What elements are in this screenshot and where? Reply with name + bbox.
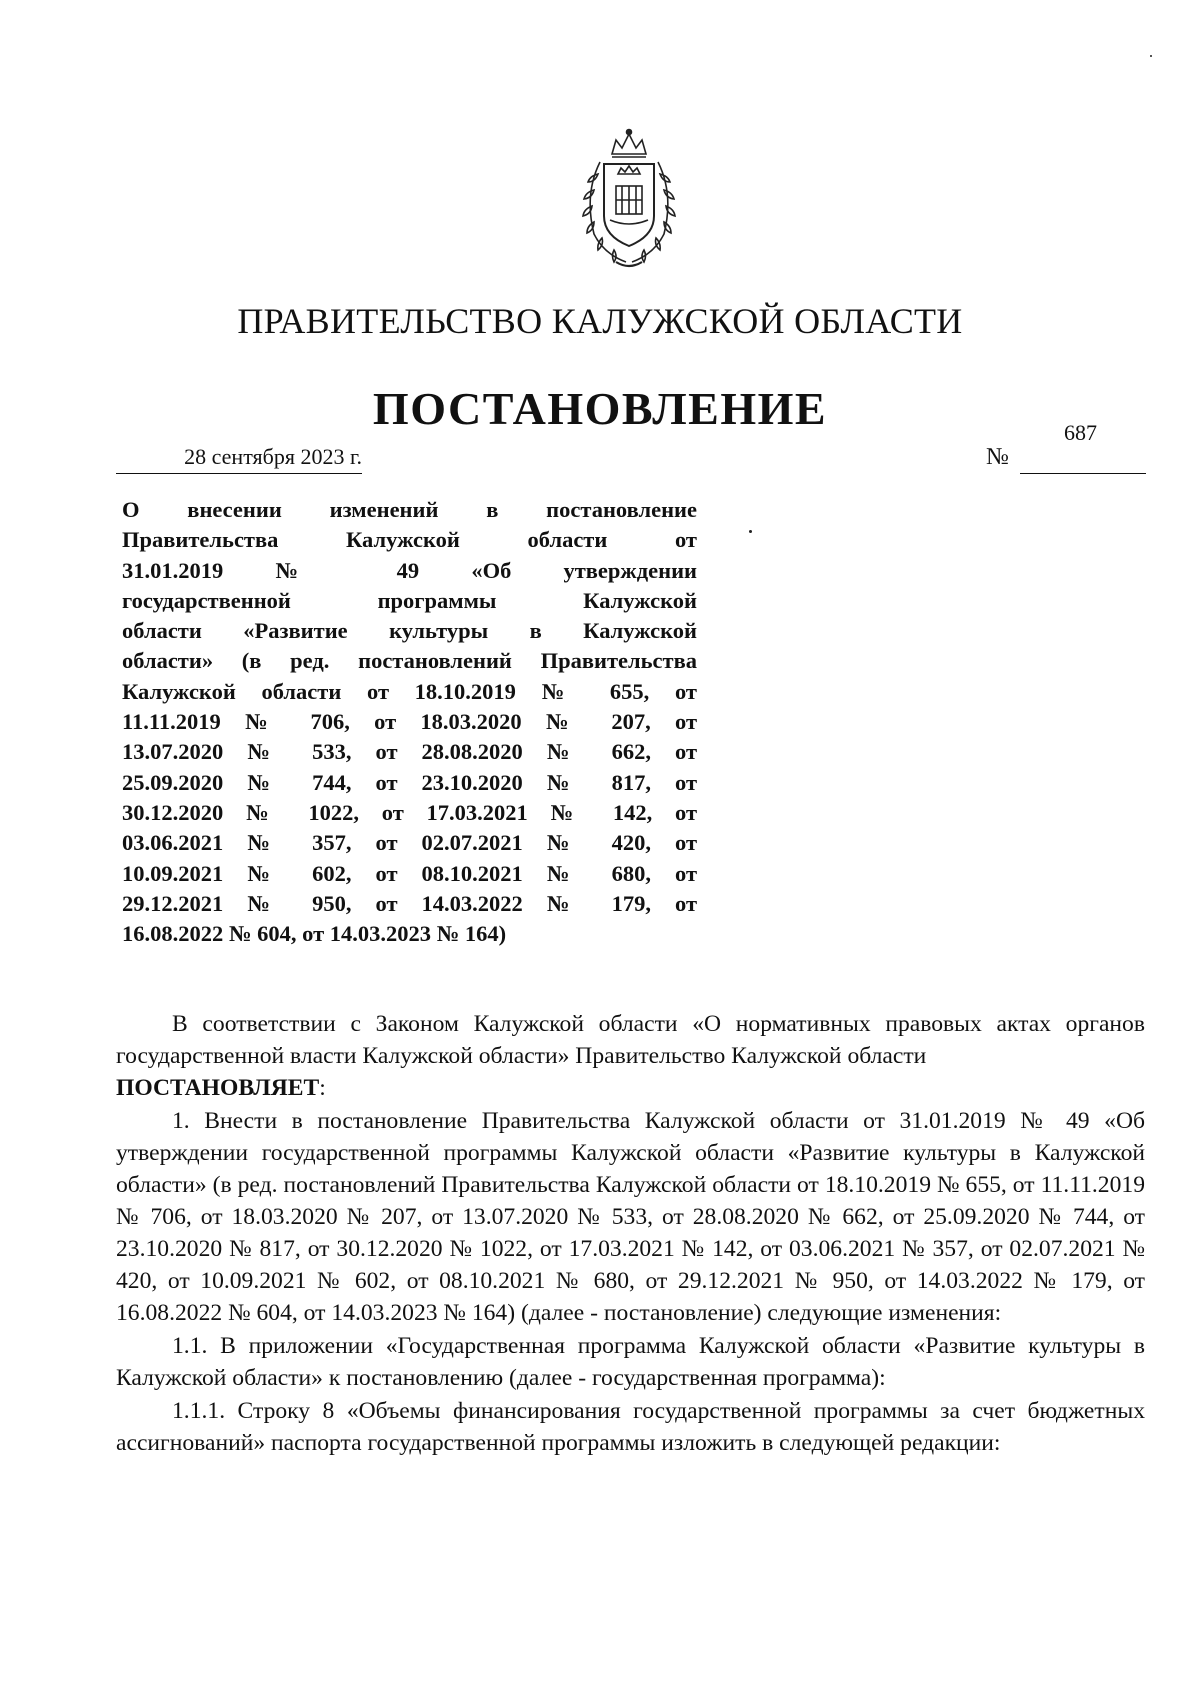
document-type-heading: ПОСТАНОВЛЕНИЕ [372, 383, 828, 434]
subject-line: 11.11.2019 № 706, от 18.03.2020 № 207, от [122, 709, 697, 735]
subject-line: 25.09.2020 № 744, от 23.10.2020 № 817, от [122, 769, 697, 795]
subject-line: 30.12.2020 № 1022, от 17.03.2021 № 142, от [122, 799, 697, 825]
organization-title: ПРАВИТЕЛЬСТВО КАЛУЖСКОЙ ОБЛАСТИ [237, 301, 963, 341]
subject-line: 31.01.2019 № 49 «Об утверждении [122, 557, 697, 583]
item-1-paragraph: 1. Внести в постановление Правительства Калужской области от 31.01.2019 № 49 «Об утверждении государственной программы Калужской области «Развитие культуры в Калужской области» (в ред. постановлений Правительства Калужской области от 18.10.2019 № 655, от 11.11.2019 № 706, от 18.03.2020 № 207, от 13.07.2020 № 533, от 28.08.2020 № 662, от 25.09.2020 № 744, от 23.10.2020 № 817, от 30.12.2020 № 1022, от 17.03.2021 № 142, от 03.06.2021 № 357, от 02.07.2021 № 420, от 10.09.2021 № 602, от 08.10.2021 № 680, от 29.12.2021 № 950, от 14.03.2022 № 179, от 16.08.2022 № 604, от 14.03.2023 № 164) (далее - постановление) следующие изменения: [116, 1108, 1145, 1326]
item-1-1-paragraph: 1.1. В приложении «Государственная программа Калужской области «Развитие культуры в Калужской области» к постановлению (далее - государственная программа): [116, 1333, 1145, 1391]
resolves-colon: : [319, 1075, 326, 1101]
subject-line: 16.08.2022 № 604, от 14.03.2023 № 164) [122, 921, 507, 947]
preamble-text: В соответствии с Законом Калужской области «О нормативных правовых актах органов государственной власти Калужской области» Правительство Калужской области [116, 1011, 1145, 1069]
preamble-paragraph [116, 1008, 1145, 1104]
subject-line: государственной программы Калужской [122, 587, 697, 613]
document-body [116, 1008, 1145, 1459]
scan-dot [749, 530, 752, 533]
subject-line: 13.07.2020 № 533, от 28.08.2020 № 662, от [122, 739, 697, 765]
scan-speck [1150, 55, 1152, 57]
document-number: 687 [1064, 420, 1097, 445]
subject-line: области «Развитие культуры в Калужской [122, 618, 697, 644]
subject-line: 10.09.2021 № 602, от 08.10.2021 № 680, от [122, 860, 697, 886]
subject-line: 29.12.2021 № 950, от 14.03.2022 № 179, от [122, 890, 697, 916]
subject-line: 03.06.2021 № 357, от 02.07.2021 № 420, от [122, 830, 697, 856]
resolves-word: ПОСТАНОВЛЯЕТ [116, 1075, 320, 1101]
subject-line: О внесении изменений в постановление [122, 497, 697, 522]
coat-of-arms-emblem [570, 124, 688, 272]
document-subject [122, 495, 697, 949]
item-1-1-1-paragraph: 1.1.1. Строку 8 «Объемы финансирования государственной программы за счет бюджетных ассигнований» паспорта государственной программы изложить в следующей редакции: [116, 1398, 1145, 1456]
subject-line: Правительства Калужской области от [122, 527, 697, 553]
number-label: № [986, 444, 1009, 470]
document-date: 28 сентября 2023 г. [116, 441, 362, 474]
subject-line: Калужской области от 18.10.2019 № 655, от [122, 678, 697, 704]
subject-line: области» (в ред. постановлений Правительства [122, 648, 697, 674]
